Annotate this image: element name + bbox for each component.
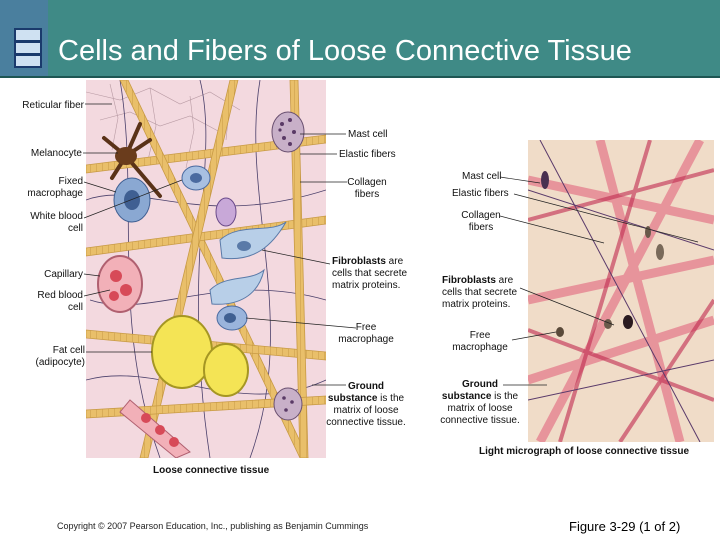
tissue-illustration <box>86 80 326 458</box>
label-white-blood-cell: White blood cell <box>30 211 83 234</box>
micrograph-label-ground-substance: Ground substance is the matrix of loose connective tissue. <box>440 379 520 426</box>
label-reticular-fiber: Reticular fiber <box>22 100 84 111</box>
label-elastic-fibers: Elastic fibers <box>339 149 396 160</box>
label-fixed-macrophage: Fixed macrophage <box>27 176 83 199</box>
slide-title: Cells and Fibers of Loose Connective Tissue <box>58 35 632 67</box>
label-mast-cell: Mast cell <box>348 129 388 140</box>
figure-number: Figure 3-29 (1 of 2) <box>569 519 681 534</box>
label-fat-cell: Fat cell (adipocyte) <box>35 345 85 368</box>
micrograph-label-fibroblasts: Fibroblasts are cells that secrete matrix proteins. <box>442 275 518 310</box>
label-free-macrophage: Free macrophage <box>338 322 394 345</box>
label-fibroblasts: Fibroblasts are cells that secrete matrix proteins. <box>332 256 408 291</box>
label-ground-substance: Ground substance is the matrix of loose connective tissue. <box>326 381 406 428</box>
label-collagen-fibers: Collagen fibers <box>347 177 387 200</box>
copyright-notice: Copyright © 2007 Pearson Education, Inc., publishing as Benjamin Cummings <box>57 521 369 531</box>
micrograph-label-elastic-fibers: Elastic fibers <box>452 188 509 199</box>
label-melanocyte: Melanocyte <box>30 148 82 159</box>
micrograph-caption: Light micrograph of loose connective tissue <box>479 446 690 457</box>
micrograph-label-collagen-fibers: Collagen fibers <box>461 210 501 233</box>
micrograph-label-mast-cell: Mast cell <box>462 171 502 182</box>
label-capillary: Capillary <box>44 269 83 280</box>
micrograph-label-free-macrophage: Free macrophage <box>452 330 508 353</box>
illustration-caption: Loose connective tissue <box>153 465 270 476</box>
label-red-blood-cell: Red blood cell <box>37 290 83 313</box>
light-micrograph <box>528 140 714 442</box>
